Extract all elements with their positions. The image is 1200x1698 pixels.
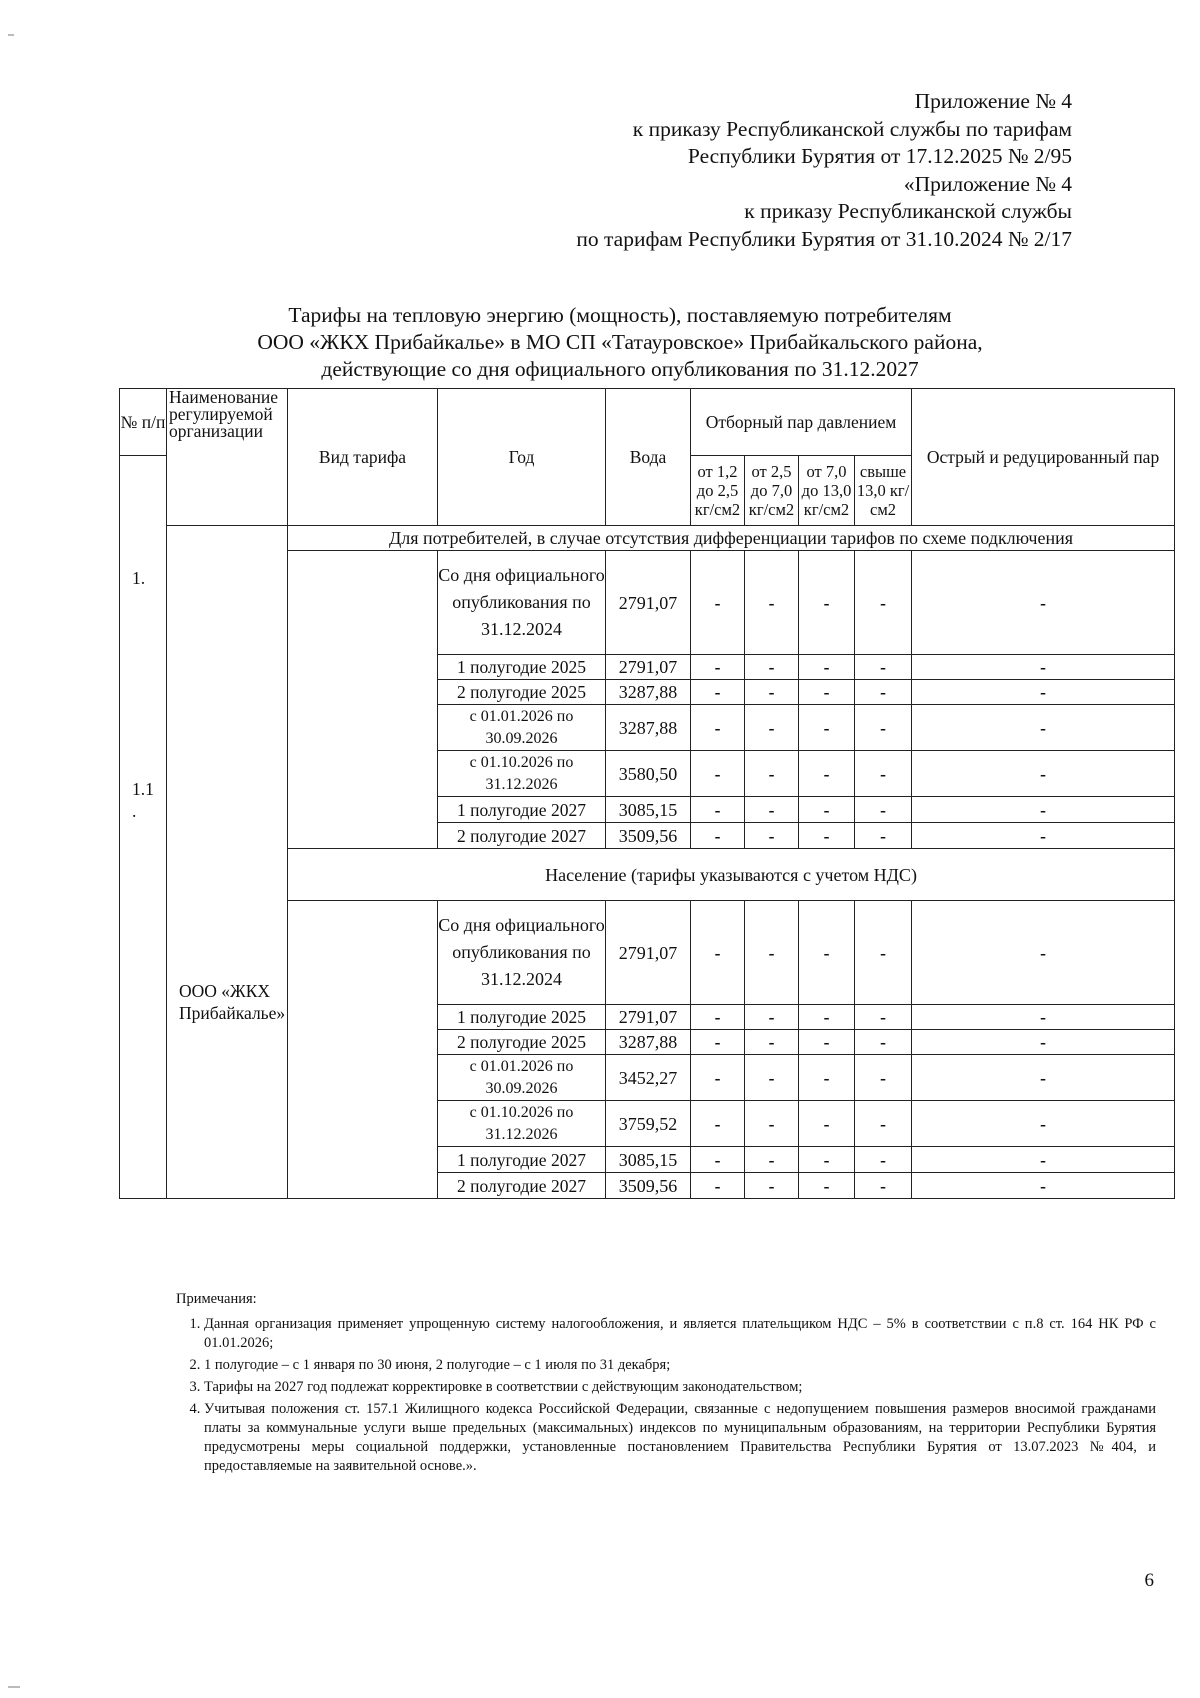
steam-value: - [691,797,745,823]
notes-list [176,1315,1156,1476]
steam-value: - [691,1147,745,1173]
appendix-header [576,88,1072,253]
header-sharp-steam: Острый и редуцированный пар [912,389,1175,526]
title-line: ООО «ЖКХ Прибайкалье» в МО СП «Татауровское» Прибайкальского района, [257,330,983,354]
steam-value: - [691,1173,745,1199]
steam-value: - [799,1101,855,1147]
steam-value: - [745,1173,799,1199]
sharp-steam-value: - [912,680,1175,705]
water-value: 3287,88 [606,680,691,705]
header-line: к приказу Республиканской службы по тарифам [632,116,1072,141]
steam-value: - [855,655,912,680]
sharp-steam-value: - [912,705,1175,751]
header-line: «Приложение № 4 [903,171,1072,196]
steam-value: - [855,551,912,655]
header-water: Вода [606,389,691,526]
page-number: 6 [1144,1570,1154,1591]
note-item: 2. 1 полугодие – с 1 января по 30 июня, 2 полугодие – с 1 июля по 31 декабря; [204,1356,1156,1375]
water-value: 2791,07 [606,655,691,680]
steam-value: - [691,680,745,705]
steam-value: - [855,797,912,823]
note-item: 3. Тарифы на 2027 год подлежат корректировке в соответствии с действующим законодательством; [204,1378,1156,1397]
steam-value: - [855,1005,912,1030]
steam-value: - [799,1005,855,1030]
year-cell: 1 полугодие 2027 [438,1147,606,1173]
year-cell: с 01.10.2026 по 31.12.2026 [438,751,606,797]
water-value: 3085,15 [606,1147,691,1173]
title-line: действующие со дня официального опубликования по 31.12.2027 [321,357,919,381]
steam-value: - [799,655,855,680]
steam-value: - [691,1005,745,1030]
water-value: 3509,56 [606,823,691,849]
header-line: Республики Бурятия от 17.12.2025 № 2/95 [687,144,1072,168]
steam-value: - [799,797,855,823]
scan-mark [8,34,14,36]
header-num: № п/п [120,389,167,456]
section-number: 1. [132,568,146,588]
steam-value: - [691,655,745,680]
water-value: 3287,88 [606,705,691,751]
steam-value: - [745,1147,799,1173]
steam-value: - [691,1055,745,1101]
sharp-steam-value: - [912,823,1175,849]
document-title [120,302,1120,383]
steam-value: - [745,1055,799,1101]
steam-value: - [745,655,799,680]
water-value: 3509,56 [606,1173,691,1199]
header-steam-col: от 1,2 до 2,5 кг/см2 [691,456,745,526]
org-name-cell [167,526,288,1199]
header-line: к приказу Республиканской службы [744,199,1072,223]
steam-value: - [691,823,745,849]
steam-value: - [855,751,912,797]
steam-value: - [745,705,799,751]
sharp-steam-value: - [912,1005,1175,1030]
year-cell: 1 полугодие 2025 [438,1005,606,1030]
sharp-steam-value: - [912,1055,1175,1101]
steam-value: - [745,1030,799,1055]
sharp-steam-value: - [912,901,1175,1005]
year-cell: с 01.10.2026 по 31.12.2026 [438,1101,606,1147]
tariff-type-cell [288,551,438,849]
year-cell: с 01.01.2026 по 30.09.2026 [438,1055,606,1101]
steam-value: - [855,823,912,849]
header-line: по тарифам Республики Бурятия от 31.10.2024 № 2/17 [576,226,1072,251]
scan-mark [8,1686,20,1688]
tariff-type-cell [288,901,438,1199]
sharp-steam-value: - [912,655,1175,680]
header-steam-col: от 2,5 до 7,0 кг/см2 [745,456,799,526]
steam-value: - [799,823,855,849]
steam-value: - [855,705,912,751]
steam-value: - [745,823,799,849]
steam-value: - [855,901,912,1005]
steam-value: - [855,1173,912,1199]
water-value: 3287,88 [606,1030,691,1055]
year-cell: 2 полугодие 2027 [438,823,606,849]
water-value: 3580,50 [606,751,691,797]
water-value: 2791,07 [606,1005,691,1030]
section-number: 1.1 . [132,779,154,821]
sharp-steam-value: - [912,551,1175,655]
year-cell: Со дня официального опубликования по 31.12.2024 [438,551,606,655]
year-cell: 2 полугодие 2027 [438,1173,606,1199]
header-tariff-type: Вид тарифа [288,389,438,526]
steam-value: - [799,680,855,705]
water-value: 3085,15 [606,797,691,823]
steam-value: - [691,1030,745,1055]
steam-value: - [745,797,799,823]
steam-value: - [745,1005,799,1030]
notes [176,1290,1156,1479]
steam-value: - [691,901,745,1005]
steam-value: - [745,901,799,1005]
year-cell: с 01.01.2026 по 30.09.2026 [438,705,606,751]
steam-value: - [799,1173,855,1199]
sharp-steam-value: - [912,1147,1175,1173]
sharp-steam-value: - [912,751,1175,797]
steam-value: - [799,751,855,797]
steam-value: - [745,751,799,797]
steam-value: - [855,1147,912,1173]
header-org: Наименование регулируемой организации [167,389,288,526]
sharp-steam-value: - [912,797,1175,823]
steam-value: - [855,1055,912,1101]
org-name: ООО «ЖКХ Прибайкалье» [179,981,286,1023]
steam-value: - [855,1030,912,1055]
header-selected-steam: Отборный пар давлением [691,389,912,456]
steam-value: - [799,901,855,1005]
year-cell: 2 полугодие 2025 [438,680,606,705]
steam-value: - [799,1147,855,1173]
steam-value: - [691,751,745,797]
steam-value: - [691,551,745,655]
section-subheader: Население (тарифы указываются с учетом НДС) [288,849,1175,901]
tariff-table [119,388,1175,1199]
water-value: 2791,07 [606,551,691,655]
water-value: 2791,07 [606,901,691,1005]
steam-value: - [855,1101,912,1147]
steam-value: - [745,551,799,655]
note-item: 1. Данная организация применяет упрощенную систему налогообложения, и является плательщиком НДС – 5% в соответствии с п.8 ст. 164 НК РФ с 01.01.2026; [204,1315,1156,1353]
sharp-steam-value: - [912,1030,1175,1055]
water-value: 3759,52 [606,1101,691,1147]
steam-value: - [799,551,855,655]
title-line: Тарифы на тепловую энергию (мощность), поставляемую потребителям [288,303,952,327]
steam-value: - [799,1055,855,1101]
steam-value: - [745,680,799,705]
steam-value: - [691,1101,745,1147]
steam-value: - [799,705,855,751]
header-line: Приложение № 4 [914,89,1072,113]
notes-title: Примечания: [176,1291,257,1307]
steam-value: - [799,1030,855,1055]
steam-value: - [855,680,912,705]
year-cell: 1 полугодие 2027 [438,797,606,823]
steam-value: - [745,1101,799,1147]
row-number-cell [120,456,167,1199]
header-steam-col: свыше 13,0 кг/см2 [855,456,912,526]
sharp-steam-value: - [912,1173,1175,1199]
header-steam-col: от 7,0 до 13,0 кг/см2 [799,456,855,526]
water-value: 3452,27 [606,1055,691,1101]
sharp-steam-value: - [912,1101,1175,1147]
steam-value: - [691,705,745,751]
section-subheader: Для потребителей, в случае отсутствия дифференциации тарифов по схеме подключения [288,526,1175,551]
year-cell: Со дня официального опубликования по 31.12.2024 [438,901,606,1005]
header-year: Год [438,389,606,526]
year-cell: 1 полугодие 2025 [438,655,606,680]
note-item: 4. Учитывая положения ст. 157.1 Жилищного кодекса Российской Федерации, связанные с недопущением повышения размеров вносимой гражданами платы за коммунальные услуги выше предельных (максимальных) индексов по муниципальным образованиям, на территории Республики Бурятия предусмотрены меры социальной поддержки, установленные постановлением Правительства Республики Бурятия от 13.07.2023 №404, и предоставляемые на заявительной основе.». [204,1400,1156,1476]
year-cell: 2 полугодие 2025 [438,1030,606,1055]
